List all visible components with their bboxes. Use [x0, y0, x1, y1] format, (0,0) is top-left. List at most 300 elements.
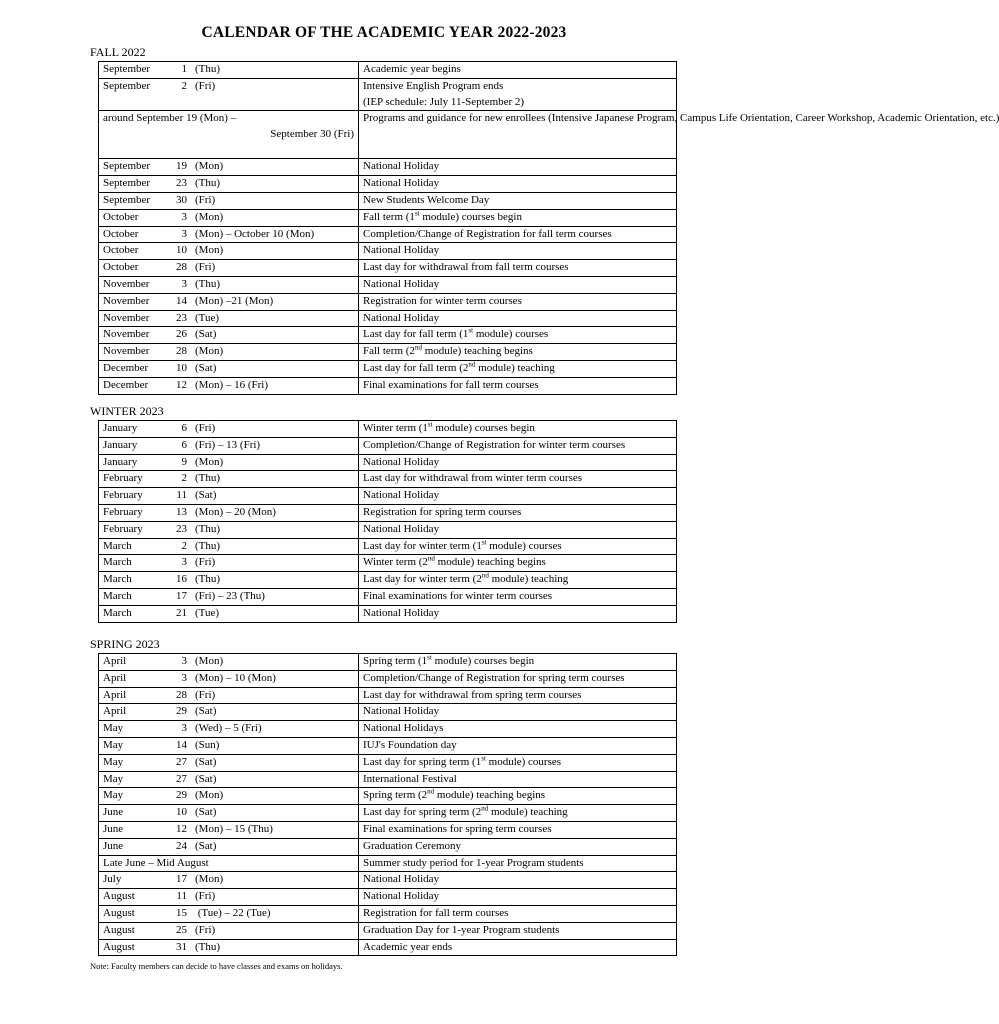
- event-cell: [359, 805, 677, 822]
- month: October: [103, 210, 139, 223]
- day: 3: [181, 671, 187, 684]
- day: 9: [181, 455, 187, 468]
- table-row: [99, 721, 677, 738]
- day: 28: [176, 345, 187, 358]
- weekday: (Thu): [195, 940, 221, 953]
- table-row: [99, 521, 677, 538]
- weekday: (Wed) – 5 (Fri): [195, 722, 262, 735]
- weekday: (Mon): [195, 210, 224, 223]
- date-cell: [99, 754, 359, 771]
- table-row: [99, 454, 677, 471]
- weekday: (Mon): [195, 789, 224, 802]
- table-row: [99, 344, 677, 361]
- day: 12: [176, 378, 187, 391]
- event-text: module) courses: [473, 328, 549, 341]
- day: 3: [181, 210, 187, 223]
- weekday: (Sat): [195, 328, 217, 341]
- date-cell: [99, 855, 359, 872]
- month: September: [103, 177, 151, 190]
- table-row: [99, 922, 677, 939]
- event-text: Completion/Change of Registration for fall term courses: [363, 227, 612, 240]
- event-text: Final examinations for spring term courses: [363, 822, 552, 835]
- event-text: Winter term (2: [363, 556, 428, 569]
- event-cell: [359, 572, 677, 589]
- day: 31: [176, 940, 187, 953]
- date-cell: [99, 176, 359, 193]
- table-row: [99, 605, 677, 622]
- event-cell: [359, 771, 677, 788]
- day: 27: [176, 755, 187, 768]
- month: May: [103, 772, 124, 785]
- event-cell: [359, 788, 677, 805]
- event-text: National Holiday: [363, 873, 440, 886]
- month: August: [103, 890, 135, 903]
- table-row: [99, 805, 677, 822]
- date-cell: [99, 889, 359, 906]
- weekday: (Tue) – 22 (Tue): [195, 906, 271, 919]
- table-row: [99, 421, 677, 438]
- table-row: [99, 192, 677, 209]
- table-row: [99, 209, 677, 226]
- date-cell: [99, 327, 359, 344]
- weekday: (Tue): [195, 606, 220, 619]
- date-cell: [99, 872, 359, 889]
- date-cell: [99, 670, 359, 687]
- event-cell: [359, 737, 677, 754]
- date-cell: [99, 377, 359, 394]
- month: March: [103, 556, 132, 569]
- month: November: [103, 345, 150, 358]
- date-cell: [99, 538, 359, 555]
- weekday: (Sat): [195, 806, 217, 819]
- month: September: [103, 63, 151, 75]
- event-text: Final examinations for fall term courses: [363, 378, 539, 391]
- event-cell: [359, 377, 677, 394]
- event-text: National Holiday: [363, 705, 440, 718]
- event-cell: [359, 111, 999, 159]
- date-cell: [99, 62, 359, 79]
- event-text: National Holiday: [363, 244, 440, 257]
- weekday: (Mon) –21 (Mon): [195, 294, 274, 307]
- event-cell: [359, 192, 677, 209]
- day: 14: [176, 738, 187, 751]
- date-cell: [99, 344, 359, 361]
- date-cell: [99, 721, 359, 738]
- date-cell: [99, 243, 359, 260]
- ordinal-suffix: st: [481, 754, 486, 763]
- month: October: [103, 227, 139, 240]
- table-row: [99, 704, 677, 721]
- event-text: Spring term (2: [363, 789, 428, 802]
- date-cell: [99, 192, 359, 209]
- date-cell: [99, 771, 359, 788]
- weekday: (Fri) – 13 (Fri): [195, 438, 261, 451]
- day: 2: [181, 472, 187, 485]
- event-cell: [359, 687, 677, 704]
- month: May: [103, 722, 124, 735]
- table-row: [99, 939, 677, 956]
- ordinal-suffix: st: [481, 537, 487, 546]
- event-cell: [359, 555, 677, 572]
- month: October: [103, 244, 139, 257]
- event-text: New Students Welcome Day: [363, 193, 490, 206]
- event-text: Graduation Day for 1-year Program students: [363, 923, 560, 936]
- date-cell: [99, 421, 359, 438]
- date-cell: [99, 588, 359, 605]
- event-cell: [359, 209, 677, 226]
- event-text: Last day for winter term (1: [363, 539, 482, 552]
- ordinal-suffix: st: [427, 420, 433, 429]
- table-row: [99, 687, 677, 704]
- event-text: Last day for withdrawal from winter term courses: [363, 472, 583, 485]
- event-text: National Holiday: [363, 311, 440, 324]
- weekday: (Mon): [195, 244, 224, 257]
- event-text: Completion/Change of Registration for winter term courses: [363, 438, 626, 451]
- day: 25: [176, 923, 187, 936]
- day: 10: [176, 361, 187, 374]
- month: November: [103, 294, 150, 307]
- table-row: [99, 572, 677, 589]
- day: 24: [176, 839, 187, 852]
- ordinal-suffix: st: [427, 653, 432, 662]
- event-text: module) teaching: [488, 806, 568, 819]
- table-row: [99, 788, 677, 805]
- event-text: Last day for withdrawal from fall term courses: [363, 261, 569, 274]
- event-text: module) courses begin: [432, 422, 535, 434]
- event-cell: [359, 654, 677, 671]
- day: 10: [176, 244, 187, 257]
- event-cell: [359, 454, 677, 471]
- day: 3: [181, 227, 187, 240]
- day: 28: [176, 688, 187, 701]
- weekday: (Mon): [195, 455, 224, 468]
- date-cell: [99, 226, 359, 243]
- weekday: (Sat): [195, 361, 217, 374]
- month: November: [103, 277, 150, 290]
- date-cell: [99, 360, 359, 377]
- event-text: Fall term (2: [363, 345, 415, 358]
- table-row: [99, 360, 677, 377]
- weekday: (Sat): [195, 489, 217, 502]
- month: September: [103, 193, 151, 206]
- table-row: [99, 176, 677, 193]
- event-text: module) teaching: [488, 573, 569, 586]
- day: 13: [176, 505, 187, 518]
- weekday: (Thu): [195, 539, 221, 552]
- event-text: Academic year ends: [363, 940, 453, 953]
- day: 23: [176, 311, 187, 324]
- ordinal-suffix: nd: [481, 804, 489, 813]
- day: 28: [176, 261, 187, 274]
- table-row: [99, 78, 677, 111]
- event-cell: [359, 922, 677, 939]
- table-row: [99, 111, 677, 159]
- table-row: [99, 838, 677, 855]
- event-text: International Festival: [363, 772, 457, 785]
- page-title: CALENDAR OF THE ACADEMIC YEAR 2022-2023: [201, 24, 567, 41]
- table-row: [99, 737, 677, 754]
- month: December: [103, 378, 149, 391]
- month: April: [103, 655, 127, 667]
- event-text: Registration for winter term courses: [363, 294, 522, 307]
- event-cell: [359, 78, 677, 111]
- event-cell: [359, 360, 677, 377]
- event-text: Summer study period for 1-year Program students: [363, 856, 584, 869]
- ordinal-suffix: nd: [414, 343, 422, 352]
- weekday: (Mon): [195, 160, 224, 173]
- month: March: [103, 606, 132, 619]
- month: March: [103, 573, 132, 586]
- table-row: [99, 293, 677, 310]
- event-cell: [359, 889, 677, 906]
- month: May: [103, 738, 124, 751]
- event-text: National Holiday: [363, 890, 440, 903]
- fall-table: [98, 61, 999, 395]
- event-cell: [359, 176, 677, 193]
- month: May: [103, 755, 124, 768]
- month: September: [103, 160, 151, 173]
- day: 23: [176, 522, 187, 535]
- date-cell: [99, 488, 359, 505]
- table-row: [99, 159, 677, 176]
- ordinal-suffix: nd: [427, 787, 435, 796]
- event-text: module) courses: [485, 755, 562, 768]
- table-row: [99, 889, 677, 906]
- table-row: [99, 62, 677, 79]
- table-row: [99, 276, 677, 293]
- event-cell: [359, 471, 677, 488]
- day: 26: [176, 328, 187, 341]
- month: October: [103, 261, 139, 274]
- weekday: (Thu): [195, 573, 221, 586]
- date-cell: [99, 821, 359, 838]
- event-cell: [359, 226, 677, 243]
- weekday: (Thu): [195, 277, 221, 290]
- month: February: [103, 472, 143, 485]
- weekday: (Sat): [195, 755, 217, 768]
- weekday: (Mon): [195, 345, 224, 358]
- section-title-winter: WINTER 2023: [90, 404, 164, 418]
- date-cell: [99, 605, 359, 622]
- table-row: [99, 855, 677, 872]
- day: 11: [176, 489, 187, 502]
- weekday: (Fri): [195, 79, 216, 92]
- table-row: [99, 488, 677, 505]
- month: January: [103, 422, 138, 434]
- date-cell: [99, 159, 359, 176]
- month: December: [103, 361, 149, 374]
- weekday: (Fri): [195, 556, 216, 569]
- event-text: Last day for fall term (2: [363, 361, 469, 374]
- event-text: Last day for withdrawal from spring term courses: [363, 688, 582, 701]
- table-row: [99, 872, 677, 889]
- weekday: (Fri): [195, 261, 216, 274]
- ordinal-suffix: nd: [427, 554, 435, 563]
- weekday: (Mon) – 15 (Thu): [195, 822, 273, 835]
- ordinal-suffix: nd: [468, 360, 476, 369]
- date-cell: [99, 805, 359, 822]
- event-text: National Holiday: [363, 522, 440, 535]
- spring-table: [98, 653, 677, 956]
- event-text: Spring term (1: [363, 655, 428, 667]
- day: 10: [176, 806, 187, 819]
- table-row: [99, 504, 677, 521]
- date-cell: [99, 788, 359, 805]
- event-cell: [359, 62, 677, 79]
- table-row: [99, 821, 677, 838]
- day: 17: [176, 873, 187, 886]
- weekday: (Fri): [195, 422, 216, 434]
- event-cell: [359, 327, 677, 344]
- event-text: Last day for spring term (1: [363, 755, 482, 768]
- date-cell: [99, 78, 359, 111]
- event-text: module) teaching begins: [421, 345, 533, 358]
- date-cell: [99, 521, 359, 538]
- date-cell: [99, 454, 359, 471]
- table-row: [99, 437, 677, 454]
- section-title-fall: FALL 2022: [90, 45, 146, 59]
- date-cell: [99, 687, 359, 704]
- weekday: (Sat): [195, 839, 217, 852]
- month: June: [103, 839, 124, 852]
- day: 30: [176, 193, 187, 206]
- day: 27: [176, 772, 187, 785]
- event-text: National Holiday: [363, 489, 440, 502]
- day: 29: [176, 705, 187, 718]
- table-row: [99, 327, 677, 344]
- date-cell: [99, 504, 359, 521]
- month: February: [103, 489, 143, 502]
- date-cell: [99, 654, 359, 671]
- day: 6: [181, 438, 187, 451]
- event-text: module) courses: [486, 539, 562, 552]
- weekday: (Thu): [195, 472, 221, 485]
- date-cell: [99, 939, 359, 956]
- month: March: [103, 539, 132, 552]
- month: April: [103, 705, 127, 718]
- date-cell: [99, 111, 359, 159]
- event-text: National Holiday: [363, 177, 440, 190]
- day: 2: [181, 79, 187, 92]
- weekday: (Mon): [195, 873, 224, 886]
- event-text: Programs and guidance for new enrollees (Intensive Japanese Program, Campus Life Orientation, Career Workshop, Academic Orientation, etc.): [363, 112, 999, 125]
- day: 11: [176, 890, 187, 903]
- footnote: Note: Faculty members can decide to have classes and exams on holidays.: [90, 961, 343, 971]
- event-text: Last day for fall term (1: [363, 328, 469, 341]
- event-text: Registration for fall term courses: [363, 906, 509, 919]
- date-line: September 30 (Fri): [270, 128, 354, 141]
- weekday: (Mon) – 16 (Fri): [195, 378, 269, 391]
- event-cell: [359, 670, 677, 687]
- date-cell: [99, 276, 359, 293]
- date-cell: [99, 471, 359, 488]
- event-cell: [359, 310, 677, 327]
- event-cell: [359, 421, 677, 438]
- event-text: Winter term (1: [363, 422, 428, 434]
- weekday: (Thu): [195, 63, 221, 75]
- month: May: [103, 789, 124, 802]
- event-cell: [359, 344, 677, 361]
- event-cell: [359, 488, 677, 505]
- table-row: [99, 555, 677, 572]
- month: April: [103, 688, 127, 701]
- event-cell: [359, 821, 677, 838]
- weekday: (Fri): [195, 193, 216, 206]
- event-text: National Holidays: [363, 722, 444, 735]
- event-text: Final examinations for winter term courses: [363, 589, 553, 602]
- event-cell: [359, 276, 677, 293]
- weekday: (Sun): [195, 738, 220, 751]
- event-text: National Holiday: [363, 277, 440, 290]
- event-text: Fall term (1: [363, 210, 415, 223]
- event-text: National Holiday: [363, 455, 440, 468]
- month: February: [103, 505, 143, 518]
- table-row: [99, 243, 677, 260]
- month: January: [103, 438, 138, 451]
- event-text: module) courses begin: [431, 655, 535, 667]
- event-text: module) teaching begins: [434, 789, 546, 802]
- weekday: (Fri): [195, 890, 216, 903]
- date-cell: [99, 260, 359, 277]
- table-row: [99, 771, 677, 788]
- date-cell: [99, 922, 359, 939]
- event-cell: [359, 159, 677, 176]
- date-cell: [99, 572, 359, 589]
- day: 1: [181, 63, 187, 75]
- weekday: (Mon) – 20 (Mon): [195, 505, 276, 518]
- event-cell: [359, 260, 677, 277]
- month: November: [103, 311, 150, 324]
- day: 19: [176, 160, 187, 173]
- weekday: (Mon) – 10 (Mon): [195, 671, 276, 684]
- month: November: [103, 328, 150, 341]
- event-text: Completion/Change of Registration for spring term courses: [363, 671, 625, 684]
- day: 3: [181, 722, 187, 735]
- month: June: [103, 822, 124, 835]
- month: April: [103, 671, 127, 684]
- date-range: [103, 111, 358, 158]
- weekday: (Fri) – 23 (Thu): [195, 589, 265, 602]
- section-title-spring: SPRING 2023: [90, 637, 160, 651]
- weekday: (Mon) – October 10 (Mon): [195, 227, 315, 240]
- day: 21: [176, 606, 187, 619]
- event-cell: [359, 754, 677, 771]
- event-text: module) courses begin: [419, 210, 522, 223]
- table-row: [99, 260, 677, 277]
- month: August: [103, 923, 135, 936]
- table-row: [99, 905, 677, 922]
- event-cell: [359, 838, 677, 855]
- event-cell: [359, 437, 677, 454]
- event-text: National Holiday: [363, 160, 440, 173]
- month: January: [103, 455, 138, 468]
- event-text: Intensive English Program ends: [363, 79, 504, 92]
- event-text: National Holiday: [363, 606, 440, 619]
- day: 17: [176, 589, 187, 602]
- event-cell: [359, 538, 677, 555]
- date-cell: [99, 704, 359, 721]
- table-row: [99, 538, 677, 555]
- event-text: Graduation Ceremony: [363, 839, 462, 852]
- event-text: IUJ's Foundation day: [363, 738, 457, 751]
- table-row: [99, 377, 677, 394]
- table-row: [99, 670, 677, 687]
- event-cell: [359, 243, 677, 260]
- month: July: [103, 873, 122, 886]
- weekday: (Fri): [195, 688, 216, 701]
- event-text: Last day for winter term (2: [363, 573, 482, 586]
- event-text: Academic year begins: [363, 63, 461, 75]
